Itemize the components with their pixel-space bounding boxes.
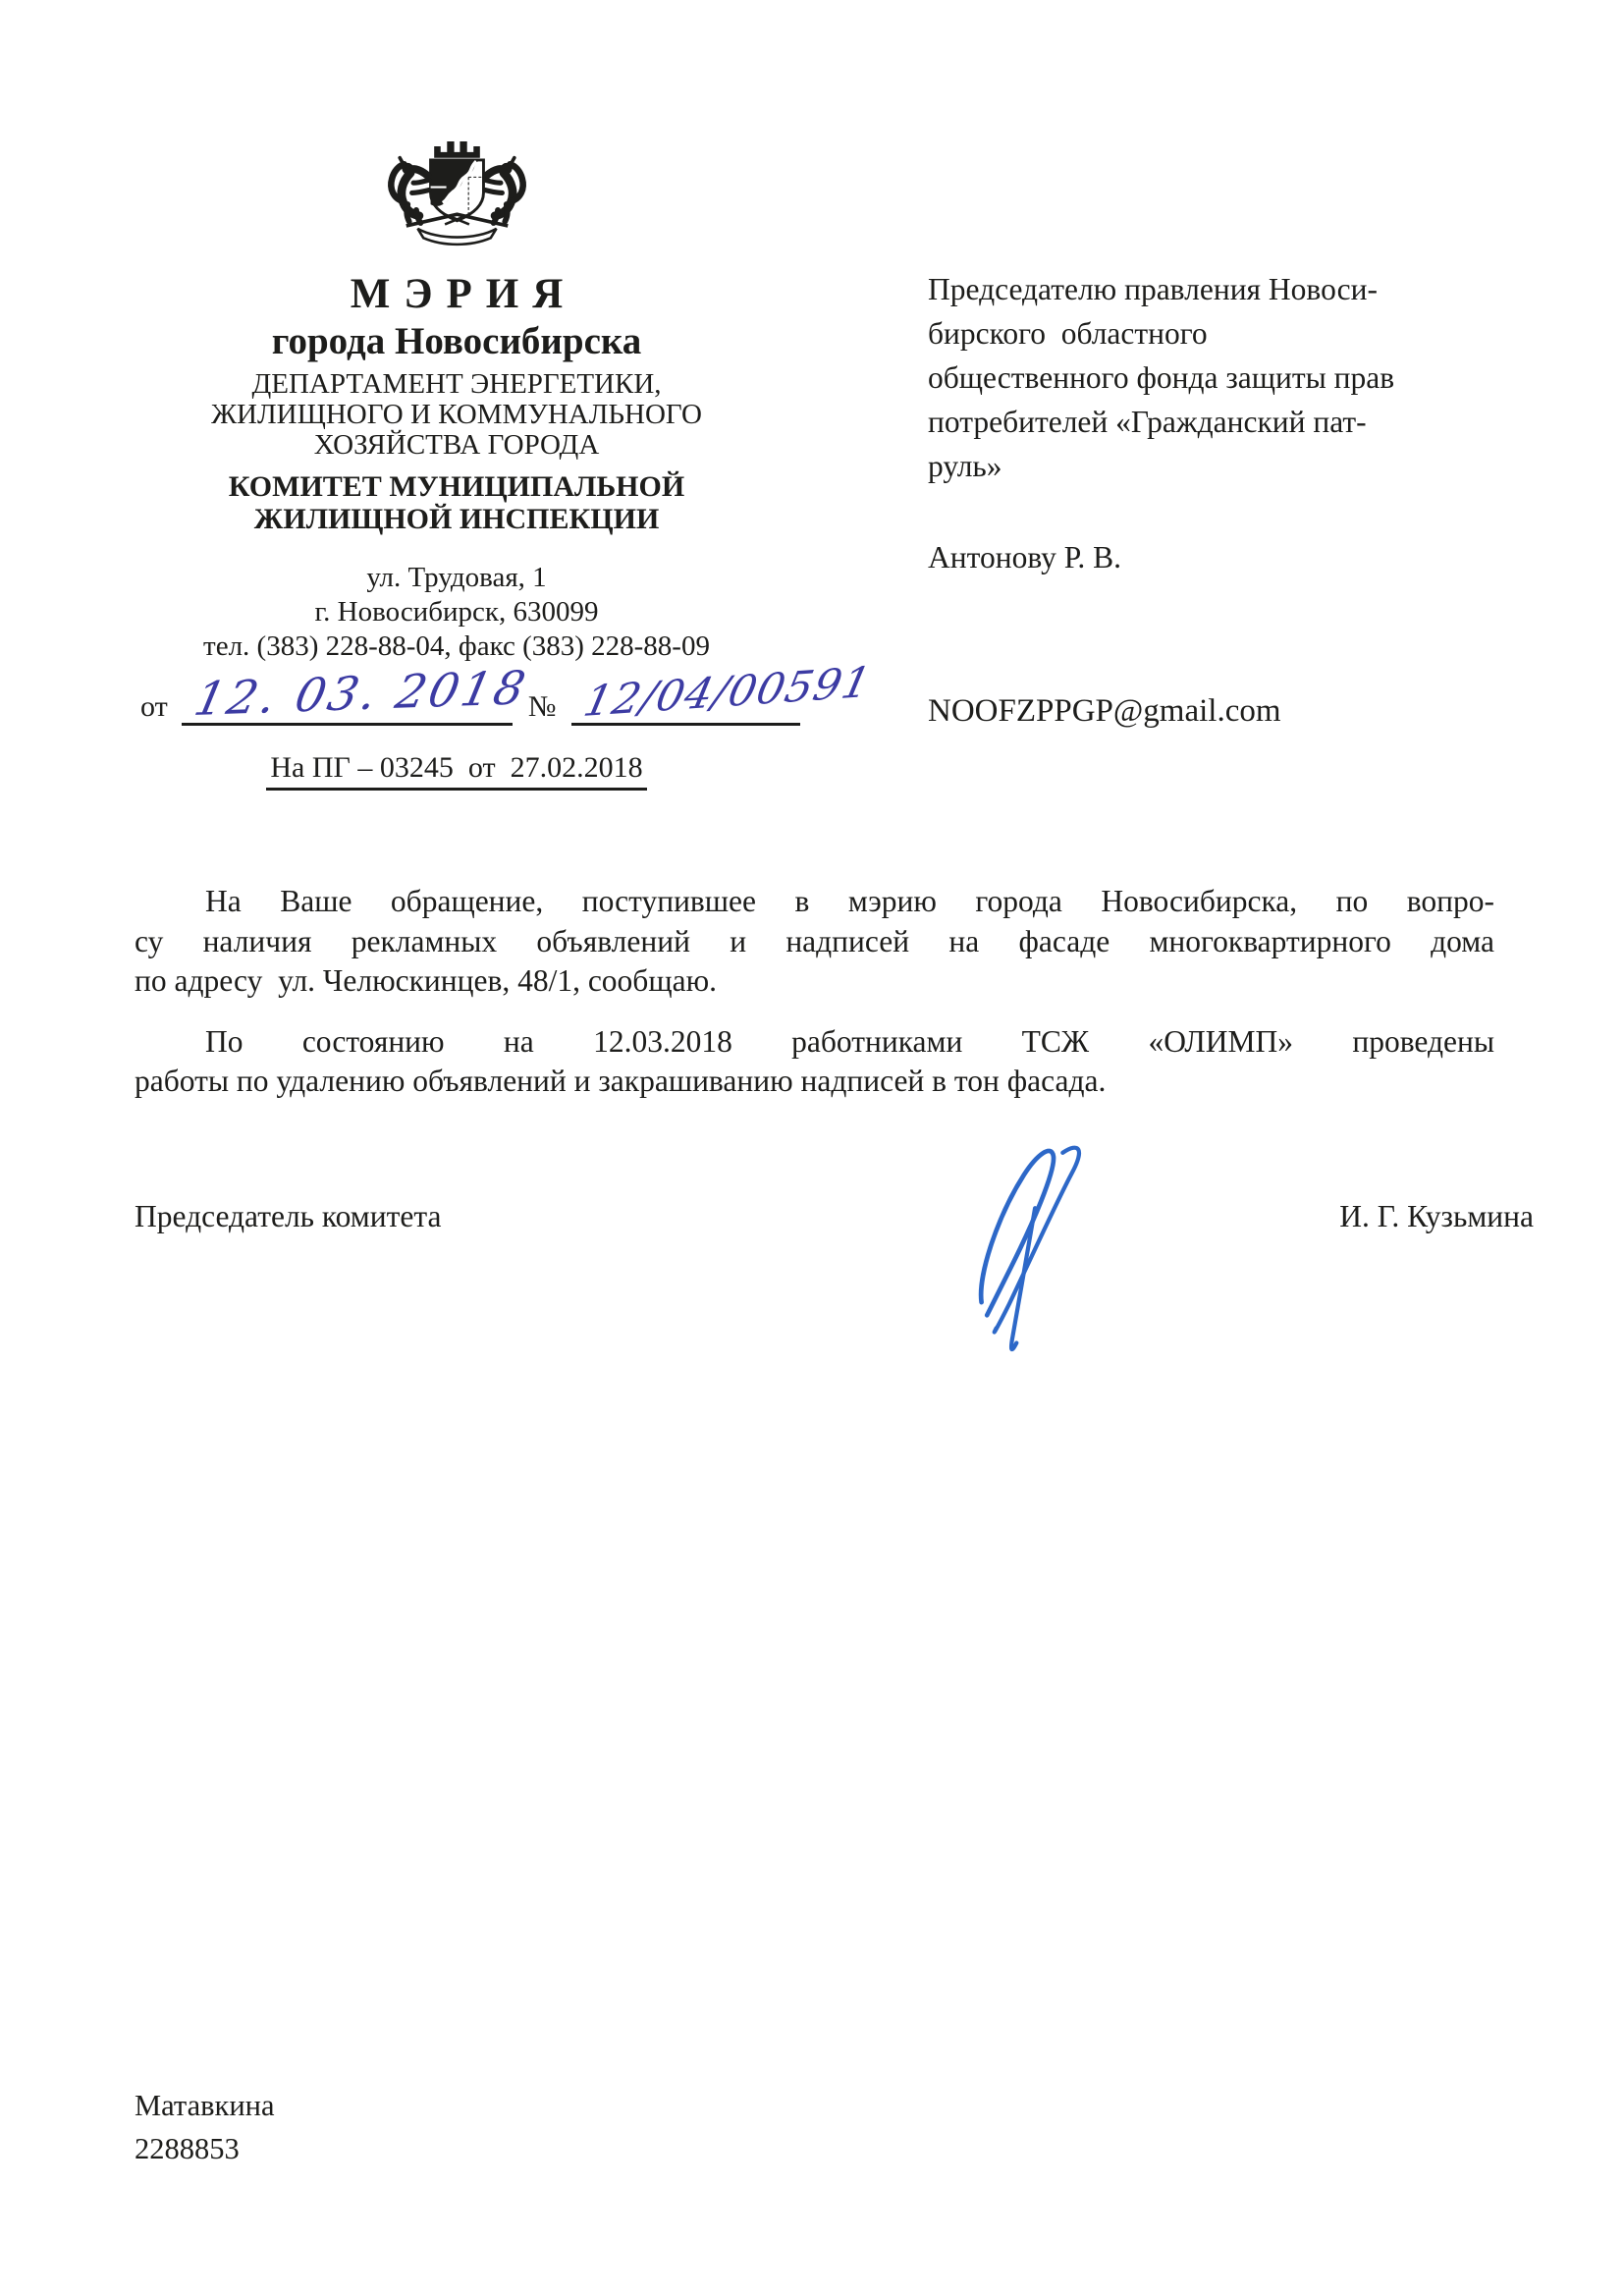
sable-right	[484, 158, 522, 223]
recipient-line: Председателю правления Новоси-	[928, 272, 1378, 306]
recipient-email: NOOFZPPGP@gmail.com	[928, 693, 1281, 729]
department-line: ХОЗЯЙСТВА ГОРОДА	[313, 429, 600, 461]
org-address	[93, 561, 820, 664]
address-line: г. Новосибирск, 630099	[314, 596, 599, 628]
recipient-line: руль»	[928, 449, 1002, 483]
address-line: тел. (383) 228-88-04, факс (383) 228-88-09	[203, 630, 710, 662]
signer-name: И. Г. Кузьмина	[1339, 1199, 1534, 1233]
handwritten-signature-icon	[945, 1125, 1129, 1359]
paragraph-2	[135, 1022, 1494, 1102]
date-blank-line	[182, 661, 533, 727]
letterhead	[93, 133, 877, 791]
body-line: су наличия рекламных объявлений и надписей на фасаде многоквартирного дома	[135, 923, 1494, 958]
reference-line: На ПГ – 03245 от 27.02.2018	[266, 751, 646, 791]
committee-line: КОМИТЕТ МУНИЦИПАЛЬНОЙ	[228, 470, 685, 503]
outgoing-number-row	[93, 658, 877, 727]
committee-name	[93, 470, 820, 535]
number-label: №	[527, 690, 557, 723]
executor-phone: 2288853	[135, 2132, 240, 2165]
signer-position-title: Председатель комитета	[135, 1199, 442, 1233]
body-line: работы по удалению объявлений и закрашиванию надписей в тон фасада.	[135, 1064, 1107, 1098]
body-line: по адресу ул. Челюскинцев, 48/1, сообщаю.	[135, 963, 717, 998]
handwritten-number: 12/04/00591	[579, 658, 877, 727]
handwritten-date: 12. 03. 2018	[189, 661, 533, 727]
paragraph-1	[135, 882, 1494, 1002]
recipient-line: бирского областного	[928, 316, 1208, 351]
recipient-organization	[928, 267, 1517, 488]
crown-shape	[434, 141, 480, 158]
org-title: МЭРИЯ	[350, 271, 577, 317]
number-blank-line	[571, 658, 877, 727]
executor-name: Матавкина	[135, 2089, 275, 2122]
novosibirsk-coat-of-arms-icon	[382, 133, 532, 247]
department-line: ЖИЛИЩНОГО И КОММУНАЛЬНОГО	[211, 399, 702, 430]
letter-body	[135, 882, 1494, 1102]
from-label: от	[140, 690, 168, 723]
recipient-name: Антонову Р. В.	[928, 540, 1121, 574]
recipient-block	[928, 267, 1517, 734]
reference-row	[93, 751, 820, 791]
body-line: По состоянию на 12.03.2018 работниками ТСЖ «ОЛИМП» проведены	[205, 1023, 1494, 1059]
executor-block	[135, 2084, 275, 2170]
recipient-line: общественного фонда защиты прав	[928, 360, 1395, 395]
ribbon-shape	[417, 229, 496, 245]
sable-left	[391, 158, 429, 223]
committee-line: ЖИЛИЩНОЙ ИНСПЕКЦИИ	[253, 503, 660, 535]
org-subtitle: города Новосибирска	[271, 320, 642, 362]
department-name	[93, 369, 820, 461]
department-line: ДЕПАРТАМЕНТ ЭНЕРГЕТИКИ,	[251, 368, 662, 400]
recipient-line: потребителей «Гражданский пат-	[928, 405, 1367, 439]
body-line: На Ваше обращение, поступившее в мэрию города Новосибирска, по вопро-	[205, 884, 1494, 918]
address-line: ул. Трудовая, 1	[366, 562, 547, 593]
